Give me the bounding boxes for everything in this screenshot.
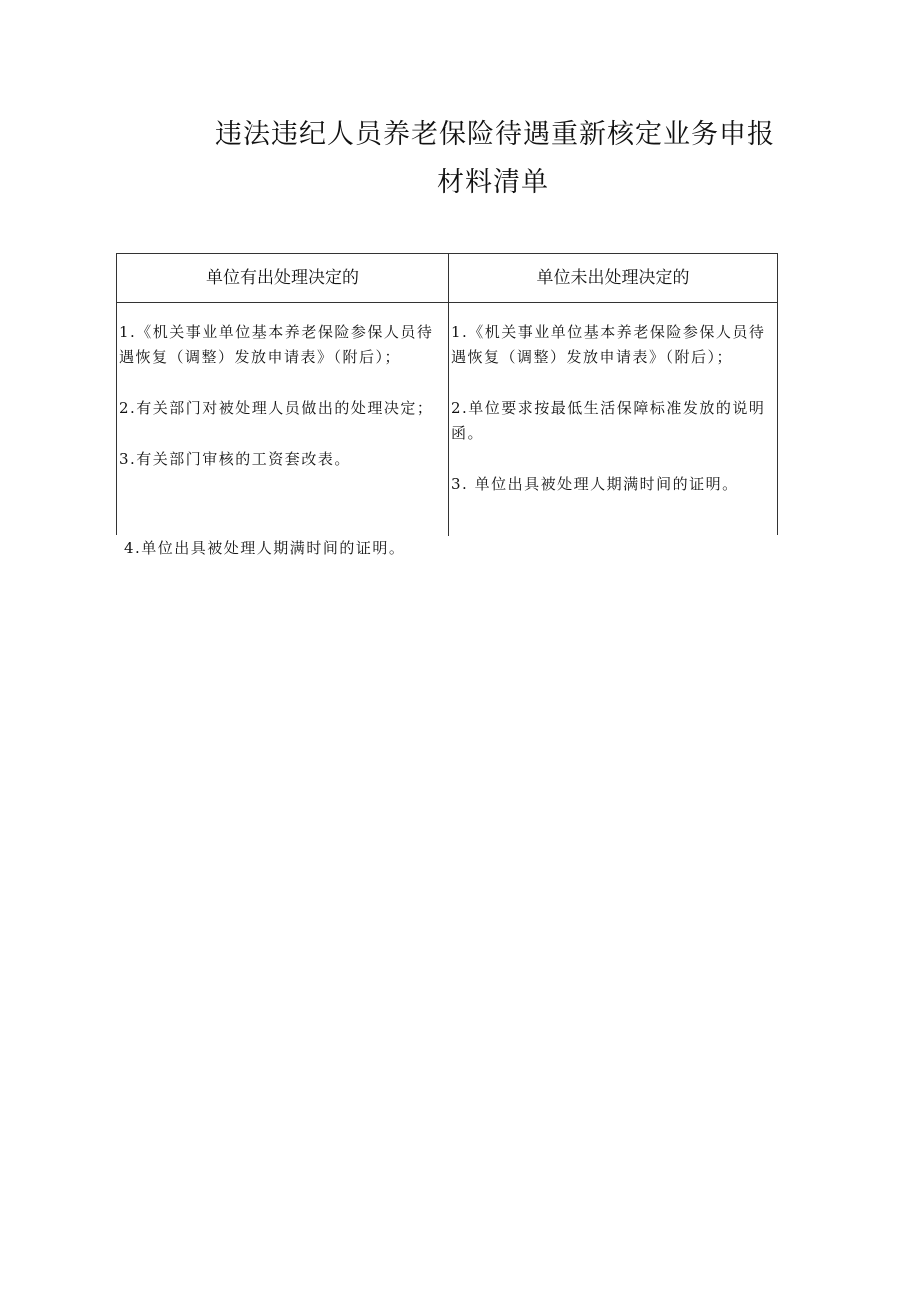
left-item-3: 3.有关部门审核的工资套改表。 [119,450,351,468]
right-item-2: 2.单位要求按最低生活保障标准发放的说明函。 [451,399,766,442]
right-item-1: 1.《机关事业单位基本养老保险参保人员待遇恢复（调整）发放申请表》（附后）； [451,323,766,366]
left-item-2: 2.有关部门对被处理人员做出的处理决定； [119,399,434,417]
table-header-row [117,254,777,303]
left-column-cell [119,320,447,472]
materials-table [116,253,778,535]
header-without-decision: 单位未出处理决定的 [536,268,690,288]
header-with-decision: 单位有出处理决定的 [206,268,359,288]
document-title-line-2: 材料清单 [437,167,549,198]
trailing-item-4: 4.单位出具被处理人期满时间的证明。 [124,539,406,557]
right-column-cell [451,320,777,497]
left-item-1: 1.《机关事业单位基本养老保险参保人员待遇恢复（调整）发放申请表》（附后）； [119,323,434,366]
document-title-line-1: 违法违纪人员养老保险待遇重新核定业务申报 [215,119,775,150]
right-item-3: 3. 单位出具被处理人期满时间的证明。 [451,475,739,493]
